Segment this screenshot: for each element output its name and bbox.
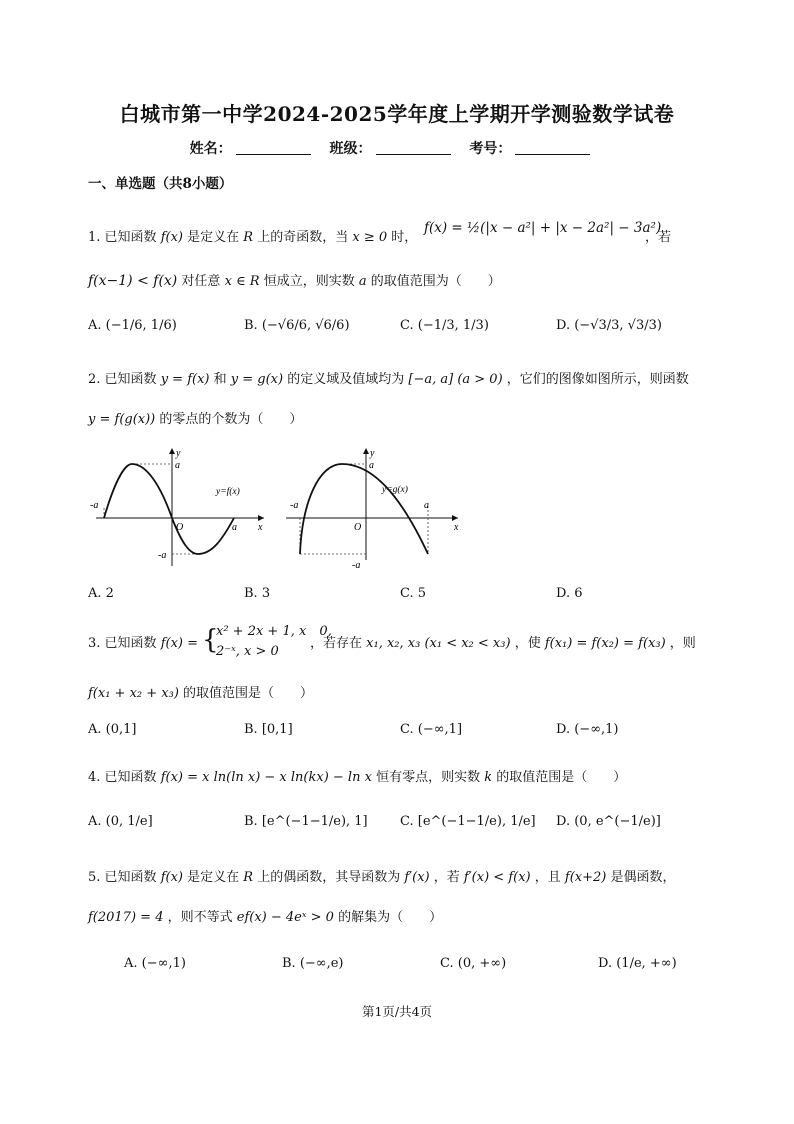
q3-case1: x² + 2x + 1, x 0, (216, 624, 332, 639)
q4-option-a[interactable]: A. (0, 1/e] (88, 814, 153, 829)
exam-title: 白城市第一中学2024-2025学年度上学期开学测验数学试卷 (119, 102, 675, 126)
q1-text: 是定义在 (187, 230, 240, 245)
q1-inequality: f(x−1) < f(x) (88, 273, 178, 289)
q3-case2: 2⁻ˣ, x > 0 (216, 644, 279, 659)
curve-f (104, 464, 234, 554)
q5-text: 的解集为（ ） (338, 910, 443, 925)
q5-text: 上的偶函数，其导函数为 (257, 870, 401, 885)
q3-brace: { (202, 625, 219, 655)
q2-option-c[interactable]: C. 5 (400, 586, 427, 601)
q2-option-a[interactable]: A. 2 (88, 586, 114, 601)
q1-formula: f(x) = ½(|x − a²| + |x − 2a²| − 3a²) (424, 220, 662, 236)
q1-suffix: ，若 (645, 230, 672, 245)
class-label: 班级： (329, 141, 372, 157)
q5-option-d[interactable]: D. (1/e, +∞) (598, 956, 677, 971)
q3-line2 (88, 682, 313, 701)
q5-f: f(x) (160, 870, 183, 885)
q1-line1 (88, 226, 417, 245)
q3-lead (88, 632, 198, 651)
q1-domain: x ∈ R (224, 274, 260, 289)
q2-g: y = g(x) (230, 372, 284, 387)
y-label: y (370, 448, 375, 459)
q1-fx: f(x) (160, 230, 183, 245)
q4-text: 4. 已知函数 (88, 770, 157, 785)
q3-option-a[interactable]: A. (0,1] (88, 722, 137, 737)
q1-option-c[interactable]: C. (−1/3, 1/3) (400, 318, 489, 333)
q3-equal: f(x₁) = f(x₂) = f(x₃) (544, 636, 666, 651)
q3-cont (310, 632, 696, 651)
q4-f: f(x) = x ln(ln x) − x ln(kx) − ln x (160, 770, 372, 785)
q5-r: R (243, 870, 254, 885)
q3-vars: x₁, x₂, x₃ (x₁ < x₂ < x₃) (366, 636, 511, 651)
name-label: 姓名： (189, 141, 232, 157)
q4-line1 (88, 766, 626, 785)
q5-shift: f(x+2) (564, 870, 607, 885)
q3-option-d[interactable]: D. (−∞,1) (556, 722, 619, 737)
x-arrow-icon (452, 515, 458, 521)
bottom-label: -a (158, 550, 167, 561)
q5-deriv: f′(x) (404, 870, 430, 885)
graph-f (86, 444, 270, 574)
class-blank[interactable] (376, 140, 451, 155)
q5-line2 (88, 906, 442, 925)
q2-text: 的定义域及值域均为 (287, 372, 405, 387)
q2-composite: y = f(g(x)) (88, 412, 156, 427)
q5-cond: f′(x) < f(x) (463, 870, 531, 885)
origin-label: O (354, 522, 362, 533)
q5-text: ，则不等式 (167, 910, 233, 925)
left-label: -a (90, 500, 99, 511)
origin-label: O (176, 522, 184, 533)
q5-text: 5. 已知函数 (88, 870, 157, 885)
q2-text: 2. 已知函数 (88, 372, 157, 387)
q3-text: ，则 (669, 636, 696, 651)
q1-text: 恒成立，则实数 (263, 274, 355, 289)
y-label: y (176, 448, 181, 459)
q2-domain: [−a, a] (a > 0) (408, 372, 503, 387)
q2-option-b[interactable]: B. 3 (244, 586, 271, 601)
graph-g (282, 444, 472, 574)
q5-ineq: ef(x) − 4eˣ > 0 (236, 910, 334, 925)
q2-line1 (88, 368, 689, 387)
q3-text: ，若存在 (310, 636, 363, 651)
q5-option-b[interactable]: B. (−∞,e) (282, 956, 344, 971)
q5-text: ，若 (433, 870, 460, 885)
right-label: a (232, 522, 237, 533)
q1-prefix: 1. 已知函数 (88, 230, 157, 245)
q3-text: 的取值范围是（ ） (183, 686, 314, 701)
x-label: x (258, 522, 263, 533)
q2-text: ，它们的图像如图所示，则函数 (506, 372, 689, 387)
top-label: a (175, 460, 180, 471)
q5-text: ，且 (534, 870, 561, 885)
q4-option-b[interactable]: B. [e^(−1−1/e), 1] (244, 814, 368, 829)
q5-line1 (88, 866, 676, 885)
q3-option-c[interactable]: C. (−∞,1] (400, 722, 463, 737)
top-label: a (369, 460, 374, 471)
q1-text: 的取值范围为（ ） (370, 274, 501, 289)
number-blank[interactable] (515, 140, 590, 155)
y-arrow-icon (169, 448, 175, 454)
q4-text: 恒有零点，则实数 (376, 770, 481, 785)
q5-value: f(2017) = 4 (88, 910, 164, 925)
q4-option-d[interactable]: D. (0, e^(−1/e)] (556, 814, 661, 829)
q5-option-a[interactable]: A. (−∞,1) (124, 956, 186, 971)
q3-f: f(x) = (160, 636, 198, 651)
q1-cond: x ≥ 0 (352, 230, 388, 245)
q1-option-b[interactable]: B. (−√6/6, √6/6) (244, 318, 350, 333)
q1-r: R (243, 230, 254, 245)
curve-label: y=f(x) (216, 487, 240, 497)
q2-line2 (88, 408, 302, 427)
q3-text: 3. 已知函数 (88, 636, 157, 651)
name-blank[interactable] (236, 140, 311, 155)
y-arrow-icon (363, 448, 369, 454)
q2-option-d[interactable]: D. 6 (556, 586, 583, 601)
right-label: a (424, 500, 429, 511)
q3-option-b[interactable]: B. [0,1] (244, 722, 293, 737)
q1-var: a (358, 274, 367, 289)
q3-sum: f(x₁ + x₂ + x₃) (88, 686, 179, 701)
q1-text: 上的奇函数，当 (257, 230, 349, 245)
number-label: 考号： (469, 141, 512, 157)
q4-option-c[interactable]: C. [e^(−1−1/e), 1/e] (400, 814, 536, 829)
q1-text: 时， (391, 230, 418, 245)
x-arrow-icon (258, 515, 264, 521)
section-heading: 一、单选题（共8小题） (88, 176, 233, 192)
page-footer: 第1页/共4页 (361, 1004, 433, 1019)
q3-text: ，使 (514, 636, 541, 651)
student-info-line (0, 138, 794, 158)
q5-option-c[interactable]: C. (0, +∞) (440, 956, 507, 971)
x-label: x (454, 522, 459, 533)
q2-text: 和 (213, 372, 227, 387)
q5-text: 是定义在 (187, 870, 240, 885)
q4-text: 的取值范围是（ ） (496, 770, 627, 785)
q2-text: 的零点的个数为（ ） (159, 412, 303, 427)
curve-label: y=g(x) (382, 485, 408, 495)
left-label: -a (290, 500, 299, 511)
q4-k: k (484, 770, 493, 785)
curve-g (300, 464, 428, 554)
q2-f: y = f(x) (160, 372, 210, 387)
q1-option-a[interactable]: A. (−1/6, 1/6) (88, 318, 177, 333)
q1-option-d[interactable]: D. (−√3/3, √3/3) (556, 318, 662, 333)
q1-line2 (88, 270, 501, 289)
q1-text: 对任意 (181, 274, 221, 289)
q5-text: 是偶函数， (610, 870, 676, 885)
bottom-label: -a (352, 560, 361, 571)
